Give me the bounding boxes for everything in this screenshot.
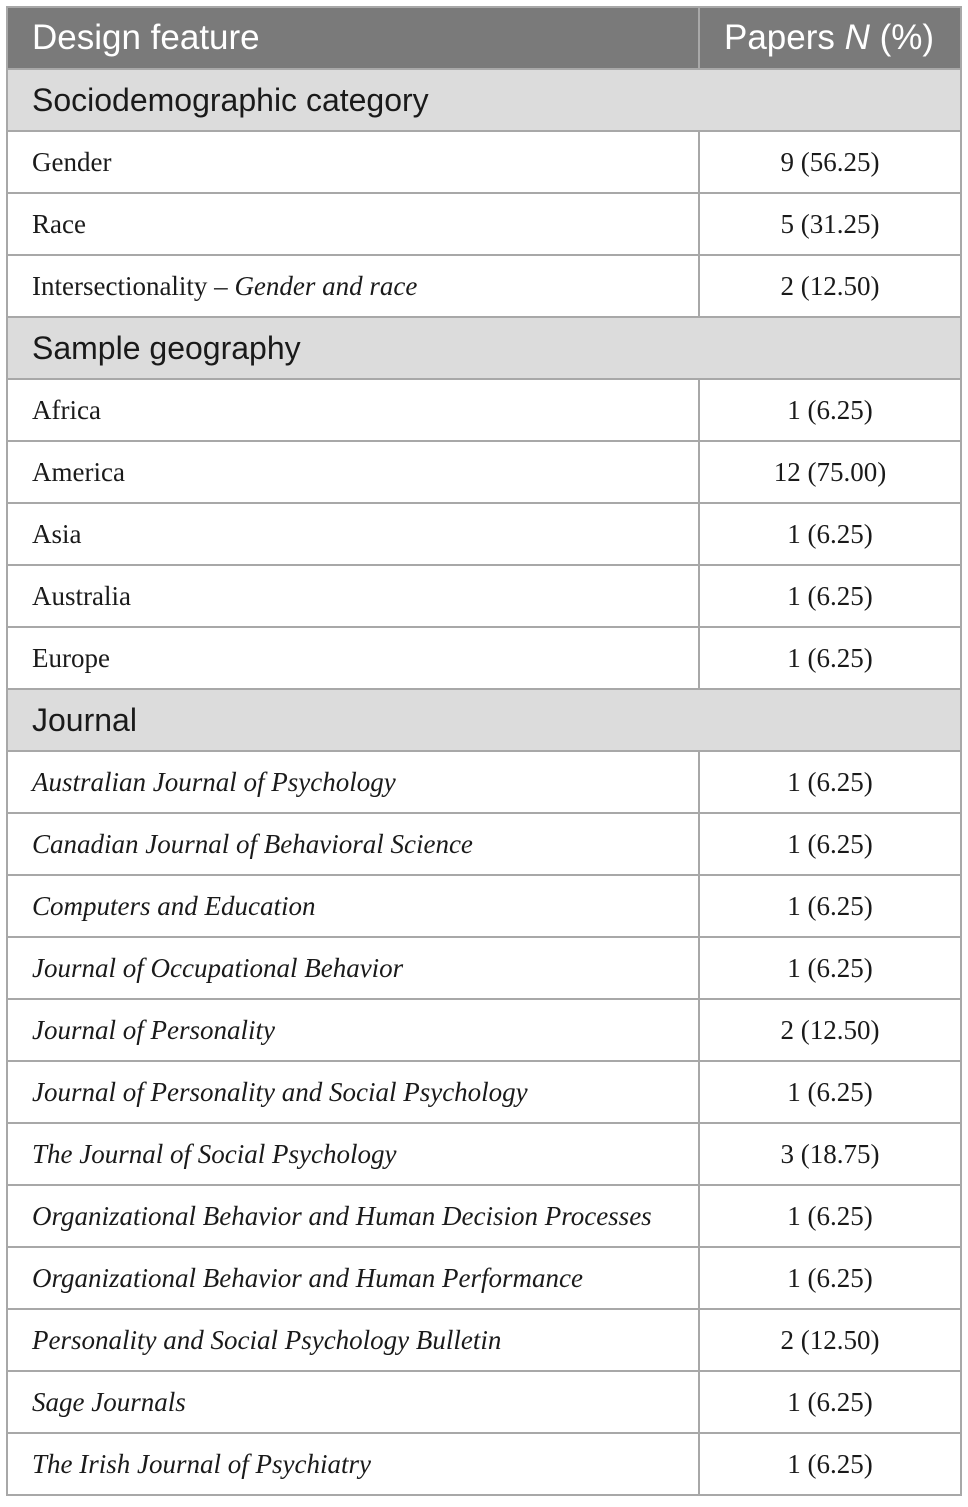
- row-label-cell: [7, 1123, 699, 1185]
- papers-label-suffix: (%): [869, 18, 935, 57]
- row-label-italic: Organizational Behavior and Human Performance: [32, 1262, 583, 1293]
- row-label-cell: [7, 999, 699, 1061]
- row-label-cell: [7, 379, 699, 441]
- row-label-italic: Australian Journal of Psychology: [32, 766, 396, 797]
- table-row: [7, 1309, 961, 1371]
- column-header-papers: [699, 7, 961, 69]
- row-label-cell: [7, 751, 699, 813]
- table-body: [7, 69, 961, 1495]
- table-row: [7, 193, 961, 255]
- row-label-italic: Personality and Social Psychology Bulletin: [32, 1324, 502, 1355]
- row-value: 1 (6.25): [699, 937, 961, 999]
- table-row: [7, 875, 961, 937]
- row-value: 1 (6.25): [699, 1185, 961, 1247]
- row-value: 2 (12.50): [699, 1309, 961, 1371]
- row-label-cell: [7, 1185, 699, 1247]
- row-value: 1 (6.25): [699, 1247, 961, 1309]
- table-row: [7, 937, 961, 999]
- row-label-italic: Organizational Behavior and Human Decision Processes: [32, 1200, 652, 1231]
- row-value: 1 (6.25): [699, 875, 961, 937]
- row-label-italic: Sage Journals: [32, 1386, 186, 1417]
- row-label-cell: [7, 937, 699, 999]
- row-label: Gender: [32, 146, 112, 177]
- row-label-cell: [7, 1247, 699, 1309]
- header-row: [7, 7, 961, 69]
- row-value: 1 (6.25): [699, 813, 961, 875]
- section-title: Journal: [7, 689, 961, 751]
- section-row: [7, 317, 961, 379]
- table-row: [7, 813, 961, 875]
- row-label-italic: Computers and Education: [32, 890, 316, 921]
- row-value: 1 (6.25): [699, 379, 961, 441]
- column-header-design-feature: Design feature: [7, 7, 699, 69]
- table-row: [7, 441, 961, 503]
- row-value: 2 (12.50): [699, 999, 961, 1061]
- table-header: [7, 7, 961, 69]
- table-row: [7, 131, 961, 193]
- row-label-italic: Journal of Occupational Behavior: [32, 952, 404, 983]
- table-row: [7, 1433, 961, 1495]
- table-row: [7, 379, 961, 441]
- table-row: [7, 565, 961, 627]
- row-label-italic: Canadian Journal of Behavioral Science: [32, 828, 473, 859]
- table-row: [7, 627, 961, 689]
- row-label-cell: [7, 1371, 699, 1433]
- table-row: [7, 1371, 961, 1433]
- row-label: Intersectionality –: [32, 270, 235, 301]
- row-label-cell: [7, 193, 699, 255]
- section-row: [7, 689, 961, 751]
- row-label-italic: Journal of Personality: [32, 1014, 275, 1045]
- row-label: Australia: [32, 580, 131, 611]
- table-row: [7, 1123, 961, 1185]
- row-label-italic: Journal of Personality and Social Psychology: [32, 1076, 528, 1107]
- row-value: 3 (18.75): [699, 1123, 961, 1185]
- row-label-italic: The Journal of Social Psychology: [32, 1138, 397, 1169]
- table-row: [7, 1247, 961, 1309]
- row-label: Africa: [32, 394, 101, 425]
- row-value: 1 (6.25): [699, 1061, 961, 1123]
- row-label: America: [32, 456, 125, 487]
- table-row: [7, 1061, 961, 1123]
- row-label: Race: [32, 208, 86, 239]
- row-value: 1 (6.25): [699, 1371, 961, 1433]
- row-label-cell: [7, 255, 699, 317]
- row-label-cell: [7, 1061, 699, 1123]
- row-value: 1 (6.25): [699, 751, 961, 813]
- papers-label-n: N: [844, 18, 870, 57]
- row-label-italic: The Irish Journal of Psychiatry: [32, 1448, 371, 1479]
- design-feature-table: [6, 6, 962, 1496]
- row-label-cell: [7, 565, 699, 627]
- row-value: 2 (12.50): [699, 255, 961, 317]
- row-value: 12 (75.00): [699, 441, 961, 503]
- table-row: [7, 1185, 961, 1247]
- row-value: 9 (56.25): [699, 131, 961, 193]
- row-value: 1 (6.25): [699, 503, 961, 565]
- row-label-italic: Gender and race: [234, 270, 418, 301]
- row-label-cell: [7, 1433, 699, 1495]
- row-value: 5 (31.25): [699, 193, 961, 255]
- section-title: Sociodemographic category: [7, 69, 961, 131]
- row-label-cell: [7, 813, 699, 875]
- table-row: [7, 751, 961, 813]
- row-label: Europe: [32, 642, 110, 673]
- row-label-cell: [7, 441, 699, 503]
- table-row: [7, 999, 961, 1061]
- row-label-cell: [7, 131, 699, 193]
- section-row: [7, 69, 961, 131]
- row-label-cell: [7, 627, 699, 689]
- section-title: Sample geography: [7, 317, 961, 379]
- row-value: 1 (6.25): [699, 627, 961, 689]
- row-value: 1 (6.25): [699, 1433, 961, 1495]
- table-row: [7, 255, 961, 317]
- row-label-cell: [7, 503, 699, 565]
- row-value: 1 (6.25): [699, 565, 961, 627]
- row-label-cell: [7, 875, 699, 937]
- row-label-cell: [7, 1309, 699, 1371]
- papers-label-prefix: Papers: [724, 18, 845, 57]
- table-row: [7, 503, 961, 565]
- row-label: Asia: [32, 518, 82, 549]
